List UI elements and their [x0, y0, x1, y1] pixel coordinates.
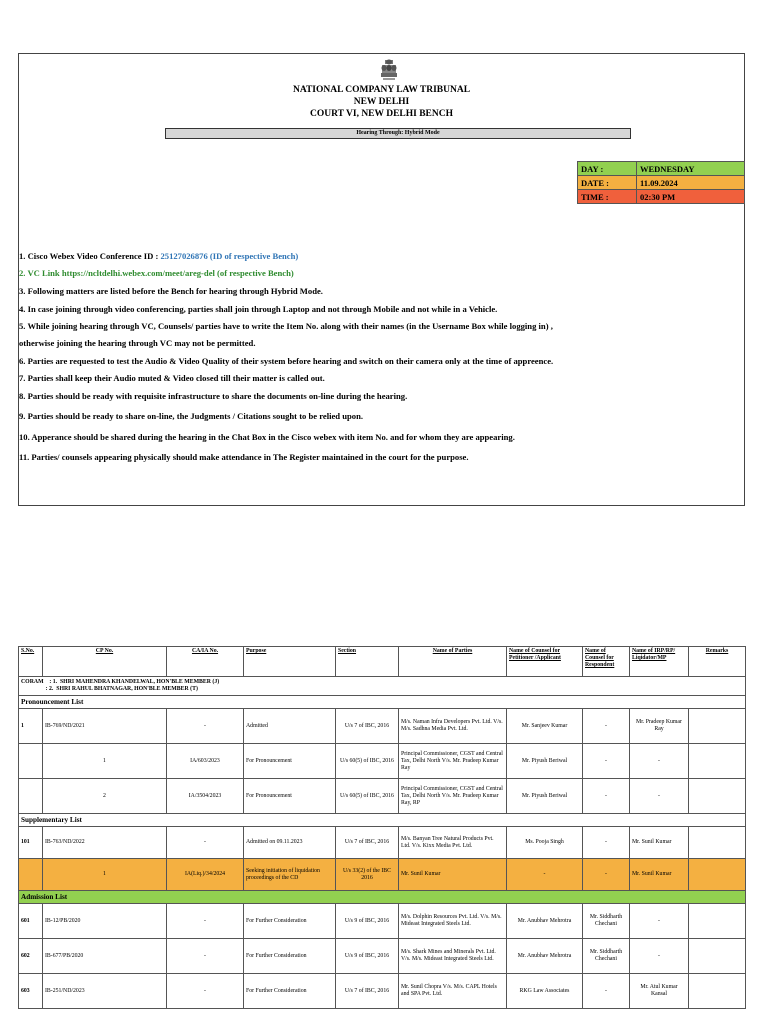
table-row [19, 779, 746, 814]
cell-purpose: Admitted on 09.11.2023 [244, 827, 336, 859]
cell-ca: IA(Liq.)/34/2024 [167, 859, 244, 891]
cell-cp: IB-677/PB/2020 [43, 939, 167, 974]
date-label: DATE : [578, 176, 637, 190]
col-cp: CP No. [43, 647, 167, 677]
time-label: TIME : [578, 190, 637, 204]
cell-cp: 1 [43, 859, 167, 891]
cell-petitioner: Mr. Sanjeev Kumar [507, 709, 583, 744]
day-row [578, 162, 745, 176]
cell-petitioner: RKG Law Associates [507, 974, 583, 1009]
table-row [19, 939, 746, 974]
cell-ca: - [167, 827, 244, 859]
cell-parties: M/s. Banyan Tree Natural Products Pvt. Ltd. V/s. Kixx Media Pvt. Ltd. [399, 827, 507, 859]
coram-row [19, 677, 746, 696]
hearing-mode-banner: Hearing Through: Hybrid Mode [165, 128, 631, 139]
cell-ca: - [167, 939, 244, 974]
cell-petitioner: Mr. Piyush Beriwal [507, 744, 583, 779]
vc-link[interactable]: 2. VC Link https://ncltdelhi.webex.com/meet/areg-del (of respective Bench) [19, 268, 294, 278]
cell-sno [19, 744, 43, 779]
cell-sno: 601 [19, 904, 43, 939]
cell-petitioner: Ms. Pooja Singh [507, 827, 583, 859]
cell-sno: 101 [19, 827, 43, 859]
cell-section: U/s 7 of IBC, 2016 [336, 827, 399, 859]
cell-section: U/s 33(2) of the IBC 2016 [336, 859, 399, 891]
cell-purpose: Admitted [244, 709, 336, 744]
header-row [19, 647, 746, 677]
cell-respondent: - [583, 779, 630, 814]
instruction-3: 3. Following matters are listed before the Bench for hearing through Hybrid Mode. [19, 286, 323, 296]
cell-purpose: For Further Consideration [244, 939, 336, 974]
instruction-5a: 5. While joining hearing through VC, Counsels/ parties have to write the Item No. along with their names (in the Username Box while logging in) , [19, 321, 553, 331]
cell-section: U/s 60(5) of IBC, 2016 [336, 779, 399, 814]
cell-irp: Mr. Pradeep Kumar Ray [630, 709, 689, 744]
section-row [19, 696, 746, 709]
cell-purpose: For Pronouncement [244, 744, 336, 779]
cell-remarks [689, 859, 746, 891]
cell-remarks [689, 827, 746, 859]
cell-ca: - [167, 974, 244, 1009]
cell-parties: M/s. Dolphin Resources Pvt. Ltd. V/s. M/s. Mideast Integrated Steels Ltd. [399, 904, 507, 939]
cell-parties: Principal Commissioner, CGST and Central Tax, Delhi North V/s. Mr. Pradeep Kumar Ray, RP [399, 779, 507, 814]
cause-list-table [18, 646, 746, 1009]
instruction-5b: otherwise joining the hearing through VC may not be permitted. [19, 338, 256, 348]
section-pronouncement: Pronouncement List [19, 696, 746, 709]
table-row [19, 904, 746, 939]
coram-member-1: CORAM : 1. SHRI MAHENDRA KHANDELWAL, HON'BLE MEMBER (J) [21, 679, 220, 685]
org-title: NATIONAL COMPANY LAW TRIBUNAL [292, 85, 471, 95]
day-label: DAY : [578, 162, 637, 176]
coram [19, 677, 746, 696]
city-title: NEW DELHI [353, 97, 410, 107]
col-respondent: Name of Counsel for Respondent [583, 647, 630, 677]
table-row-highlighted [19, 859, 746, 891]
date-time-table [577, 161, 745, 204]
coram-member-2: : 2. SHRI RAHUL BHATNAGAR, HON'BLE MEMBER (T) [21, 686, 198, 692]
cell-petitioner: - [507, 859, 583, 891]
cell-section: U/s 7 of IBC, 2016 [336, 709, 399, 744]
cell-irp: - [630, 744, 689, 779]
cell-irp: - [630, 779, 689, 814]
cell-ca: IA/603/2023 [167, 744, 244, 779]
cell-section: U/s 60(5) of IBC, 2016 [336, 744, 399, 779]
instruction-10: 10. Apperance should be shared during the hearing in the Chat Box in the Cisco webex with item No. and for whom they are appearing. [19, 432, 515, 442]
instruction-4: 4. In case joining through video conferencing, parties shall join through Laptop and not through Mobile and not while in a Vehicle. [19, 304, 498, 314]
cell-parties: Mr. Sunil Chopra V/s. M/s. CAPL Hotels and SPA Pvt. Ltd. [399, 974, 507, 1009]
cell-respondent: Mr. Siddharth Chechani [583, 904, 630, 939]
national-emblem-icon [376, 57, 402, 83]
date-row [578, 176, 745, 190]
cell-section: U/s 9 of IBC, 2016 [336, 939, 399, 974]
cell-parties: Principal Commissioner, CGST and Central Tax, Delhi North V/s. Mr. Pradeep Kumar Ray [399, 744, 507, 779]
section-row [19, 814, 746, 827]
cell-parties: Mr. Sunil Kumar [399, 859, 507, 891]
cell-sno: 1 [19, 709, 43, 744]
cell-ca: - [167, 904, 244, 939]
table-row [19, 974, 746, 1009]
cell-remarks [689, 709, 746, 744]
cell-purpose: For Further Consideration [244, 974, 336, 1009]
cell-respondent: Mr. Siddharth Chechani [583, 939, 630, 974]
cell-petitioner: Mr. Anubhav Mehrotra [507, 904, 583, 939]
col-petitioner: Name of Counsel for Petitioner /Applicant [507, 647, 583, 677]
instruction-6: 6. Parties are requested to test the Audio & Video Quality of their system before hearing and switch on their camera only at the time of appreence. [19, 356, 554, 366]
cell-section: U/s 9 of IBC, 2016 [336, 904, 399, 939]
section-supplementary: Supplementary List [19, 814, 746, 827]
date-value: 11.09.2024 [637, 176, 745, 190]
instruction-8: 8. Parties should be ready with requisite infrastructure to share the documents on-line during the hearing. [19, 391, 408, 401]
cell-remarks [689, 939, 746, 974]
day-value: WEDNESDAY [637, 162, 745, 176]
cell-cp: IB-769/ND/2021 [43, 709, 167, 744]
cell-purpose: For Further Consideration [244, 904, 336, 939]
cell-petitioner: Mr. Piyush Beriwal [507, 779, 583, 814]
cell-respondent: - [583, 859, 630, 891]
cell-cp: IB-763/ND/2022 [43, 827, 167, 859]
cell-sno [19, 779, 43, 814]
cell-remarks [689, 974, 746, 1009]
table-row [19, 827, 746, 859]
court-title: COURT VI, NEW DELHI BENCH [310, 109, 453, 119]
cell-remarks [689, 904, 746, 939]
col-section: Section [336, 647, 399, 677]
instruction-11: 11. Parties/ counsels appearing physically should make attendance in The Register maintained in the court for the purpose. [19, 452, 469, 462]
cell-respondent: - [583, 827, 630, 859]
cell-ca: IA/3504/2023 [167, 779, 244, 814]
table-row [19, 744, 746, 779]
col-sno: S.No. [19, 647, 43, 677]
cell-cp: IB-251/ND/2023 [43, 974, 167, 1009]
cell-petitioner: Mr. Anubhav Mehrotra [507, 939, 583, 974]
col-irp: Name of IRP/RP/ Liqidator/MP [630, 647, 689, 677]
cell-remarks [689, 779, 746, 814]
time-row [578, 190, 745, 204]
cell-ca: - [167, 709, 244, 744]
cell-irp: - [630, 939, 689, 974]
instruction-7: 7. Parties shall keep their Audio muted & Video closed till their matter is called out. [19, 373, 325, 383]
instruction-9: 9. Parties should be ready to share on-line, the Judgments / Citations sought to be relied upon. [19, 411, 364, 421]
cell-sno: 603 [19, 974, 43, 1009]
cell-respondent: - [583, 709, 630, 744]
cell-irp: Mr. Sunil Kumar [630, 859, 689, 891]
col-parties: Name of Parties [399, 647, 507, 677]
cell-parties: M/s. Shark Mines and Minerals Pvt. Ltd. V/s. M/s. Mideast Integrated Steels Ltd. [399, 939, 507, 974]
time-value: 02:30 PM [637, 190, 745, 204]
cell-respondent: - [583, 744, 630, 779]
cell-cp: 1 [43, 744, 167, 779]
cell-respondent: - [583, 974, 630, 1009]
table-row [19, 709, 746, 744]
cell-section: U/s 7 of IBC, 2016 [336, 974, 399, 1009]
cell-cp: IB-12/PB/2020 [43, 904, 167, 939]
col-purpose: Purpose [244, 647, 336, 677]
instruction-1 [19, 251, 741, 262]
cell-remarks [689, 744, 746, 779]
section-row [19, 891, 746, 904]
cell-cp: 2 [43, 779, 167, 814]
cell-purpose: For Pronouncement [244, 779, 336, 814]
section-admission: Admission List [19, 891, 746, 904]
cell-irp: Mr. Sunil Kumar [630, 827, 689, 859]
cell-sno [19, 859, 43, 891]
instruction-1-text: 1. Cisco Webex Video Conference ID : [19, 251, 161, 261]
col-remarks: Remarks [689, 647, 746, 677]
webex-id[interactable]: 25127026876 (ID of respective Bench) [160, 251, 299, 261]
cell-irp: Mr. Atul Kumar Kansal [630, 974, 689, 1009]
cell-sno: 602 [19, 939, 43, 974]
cell-irp: - [630, 904, 689, 939]
col-ca: CA/IA No. [167, 647, 244, 677]
cell-purpose: Seeking initiation of liquidation proceedings of the CD [244, 859, 336, 891]
cell-parties: M/s. Naman Infra Developers Pvt. Ltd. V/s. M/s. Sadhna Media Pvt. Ltd. [399, 709, 507, 744]
